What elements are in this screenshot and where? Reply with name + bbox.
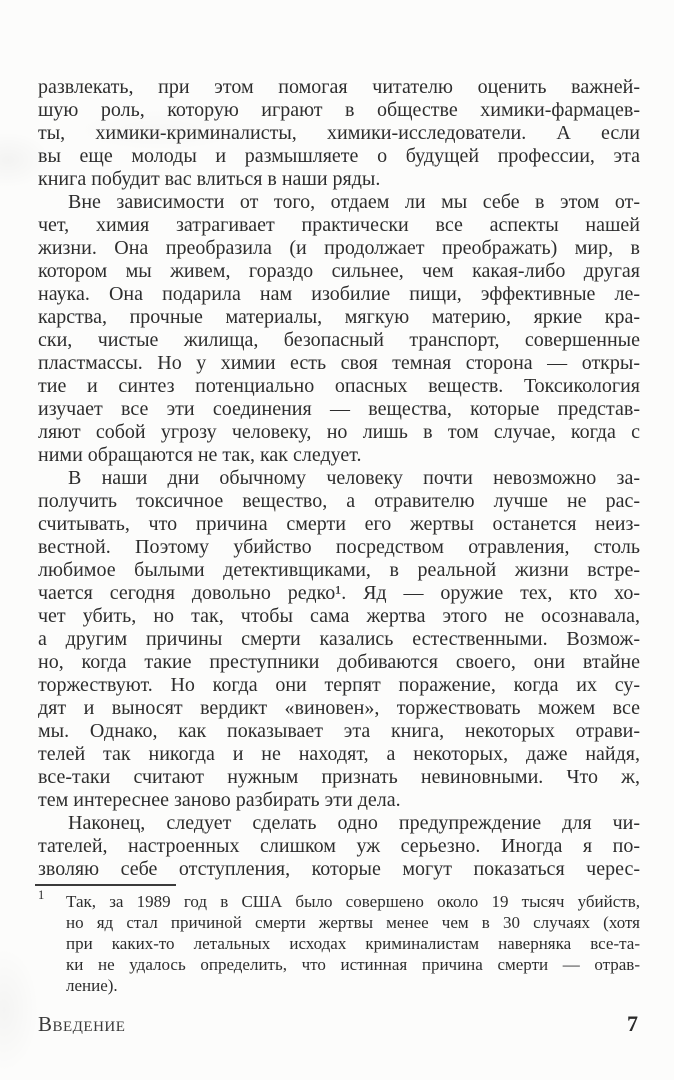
body-text: [38, 76, 640, 881]
text-line: чается сегодня довольно редко¹. Яд — оружие тех, кто хо-: [38, 582, 640, 604]
text-line: Так, за 1989 год в США было совершено около 19 тысяч убийств,: [66, 892, 640, 911]
text-line: развлекать, при этом помогая читателю оценить важней-: [38, 76, 640, 98]
page-footer: [38, 1011, 638, 1037]
text-line: дят и выносят вердикт «виновен», торжествовать можем все: [38, 697, 640, 719]
text-line: чет убить, но так, чтобы сама жертва этого не осознавала,: [38, 605, 640, 627]
text-line: все-таки считают нужным признать невиновными. Что ж,: [38, 766, 640, 788]
text-line: изучает все эти соединения — вещества, которые представ-: [38, 398, 640, 420]
text-line: Наконец, следует сделать одно предупреждение для чи-: [68, 812, 640, 834]
text-line: котором мы живем, гораздо сильнее, чем какая-либо другая: [38, 260, 640, 282]
text-line: ними обращаются не так, как следует.: [38, 444, 362, 466]
text-line: чет, химия затрагивает практически все аспекты нашей: [38, 214, 640, 236]
text-line: но, когда такие преступники добиваются своего, они втайне: [38, 651, 640, 673]
page-number: 7: [627, 1011, 638, 1036]
text-line: Вне зависимости от того, отдаем ли мы себе в этом от-: [68, 191, 640, 213]
text-line: тие и синтез потенциально опасных веществ. Токсикология: [38, 375, 640, 397]
running-title: Введение: [38, 1012, 126, 1036]
text-line: В наши дни обычному человеку почти невозможно за-: [68, 467, 640, 489]
text-line: торжествуют. Но когда они терпят поражение, когда их су-: [38, 674, 640, 696]
text-line: вестной. Поэтому убийство посредством отравления, столь: [38, 536, 640, 558]
text-line: тем интереснее заново разбирать эти дела.: [38, 789, 401, 811]
text-line: ски, чистые жилища, безопасный транспорт, совершенные: [38, 329, 640, 351]
text-line: зволяю себе отступления, которые могут показаться черес-: [38, 858, 640, 880]
text-line: получить токсичное вещество, а отравителю лучше не рас-: [38, 490, 640, 512]
text-line: считывать, что причина смерти его жертвы останется неиз-: [38, 513, 640, 535]
footnote-text: [66, 891, 640, 996]
text-line: наука. Она подарила нам изобилие пищи, эффективные ле-: [38, 283, 640, 305]
text-line: ты, химики-криминалисты, химики-исследователи. А если: [38, 122, 640, 144]
text-line: ки не удалось определить, что истинная причина смерти — отрав-: [66, 955, 640, 974]
text-line: жизни. Она преобразила (и продолжает преображать) мир, в: [38, 237, 640, 259]
text-line: карства, прочные материалы, мягкую материю, яркие кра-: [38, 306, 640, 328]
text-line: книга побудит вас влиться в наши ряды.: [38, 168, 381, 190]
text-line: тателей, настроенных слишком уж серьезно. Иногда я по-: [38, 835, 640, 857]
text-line: но яд стал причиной смерти жертвы менее чем в 30 случаях (хотя: [66, 913, 640, 932]
text-line: при каких-то летальных исходах криминалистам наверняка все-та-: [66, 934, 640, 953]
text-line: шую роль, которую играют в обществе химики-фармацев-: [38, 99, 640, 121]
text-line: телей так никогда и не находят, а некоторых, даже найдя,: [38, 743, 640, 765]
text-line: ление).: [66, 976, 118, 995]
text-line: вы еще молоды и размышляете о будущей профессии, эта: [38, 145, 640, 167]
text-line: пластмассы. Но у химии есть своя темная сторона — откры-: [38, 352, 640, 374]
text-line: а другим причины смерти казались естественными. Возмож-: [38, 628, 640, 650]
text-line: любимое былыми детективщиками, в реальной жизни встре-: [38, 559, 640, 581]
text-line: ляют собой угрозу человеку, но лишь в том случае, когда с: [38, 421, 640, 443]
text-line: мы. Однако, как показывает эта книга, некоторых отрави-: [38, 720, 640, 742]
footnote-separator: [35, 884, 176, 886]
footnote-marker: 1: [38, 888, 45, 902]
footnote: [38, 888, 640, 996]
